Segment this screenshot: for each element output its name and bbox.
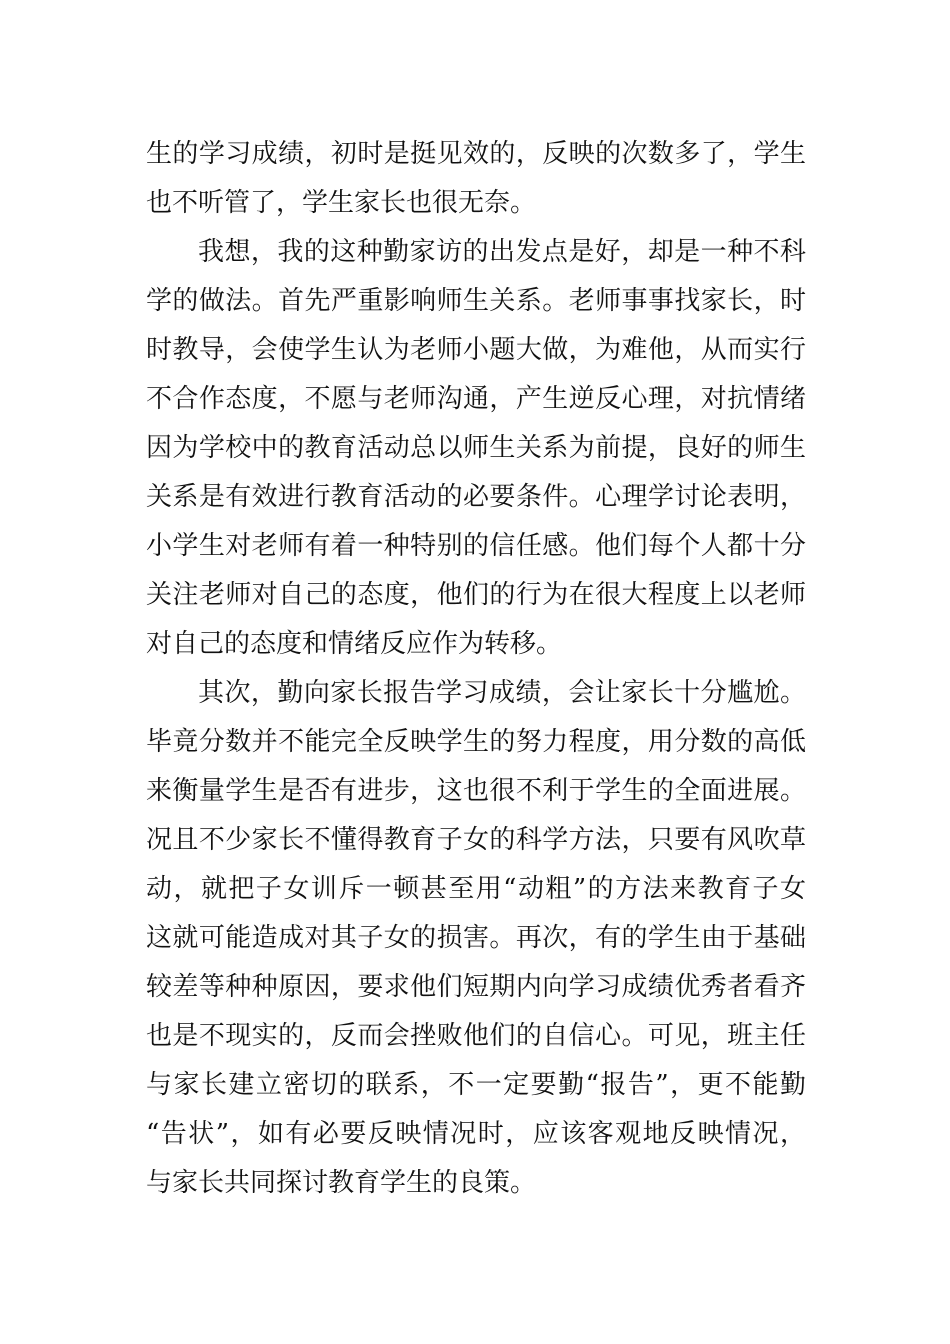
- text-line: 动，就把子女训斥一顿甚至用“动粗”的方法来教育子女: [146, 874, 806, 904]
- text-line: 关系是有效进行教育活动的必要条件。心理学讨论表明，: [146, 482, 806, 512]
- text-line: 生的学习成绩，初时是挺见效的，反映的次数多了，学生: [146, 139, 806, 169]
- text-line: 我想，我的这种勤家访的出发点是好，却是一种不科: [198, 237, 806, 267]
- text-line: 毕竟分数并不能完全反映学生的努力程度，用分数的高低: [146, 727, 806, 757]
- text-line: 学的做法。首先严重影响师生关系。老师事事找家长，时: [146, 286, 806, 316]
- text-line: 不合作态度，不愿与老师沟通，产生逆反心理，对抗情绪: [146, 384, 806, 414]
- text-line: 来衡量学生是否有进步，这也很不利于学生的全面进展。: [146, 776, 806, 806]
- document-body: [146, 130, 806, 1208]
- text-line: 况且不少家长不懂得教育子女的科学方法，只要有风吹草: [146, 825, 806, 855]
- text-line: 较差等种种原因，要求他们短期内向学习成绩优秀者看齐: [146, 972, 806, 1002]
- text-line: 小学生对老师有着一种特别的信任感。他们每个人都十分: [146, 531, 806, 561]
- text-line: 与家长共同探讨教育学生的良策。: [146, 1168, 537, 1198]
- text-line: 因为学校中的教育活动总以师生关系为前提，良好的师生: [146, 433, 806, 463]
- text-line: 也不听管了，学生家长也很无奈。: [146, 188, 537, 218]
- text-line: 也是不现实的，反而会挫败他们的自信心。可见，班主任: [146, 1021, 806, 1051]
- text-line: 对自己的态度和情绪反应作为转移。: [146, 629, 563, 659]
- text-line: 其次，勤向家长报告学习成绩，会让家长十分尴尬。: [198, 678, 806, 708]
- text-line: 关注老师对自己的态度，他们的行为在很大程度上以老师: [146, 580, 806, 610]
- text-line: 时教导，会使学生认为老师小题大做，为难他，从而实行: [146, 335, 806, 365]
- text-line: “告状”，如有必要反映情况时，应该客观地反映情况，: [146, 1119, 806, 1149]
- text-line: 与家长建立密切的联系，不一定要勤“报告”，更不能勤: [146, 1070, 806, 1100]
- text-line: 这就可能造成对其子女的损害。再次，有的学生由于基础: [146, 923, 806, 953]
